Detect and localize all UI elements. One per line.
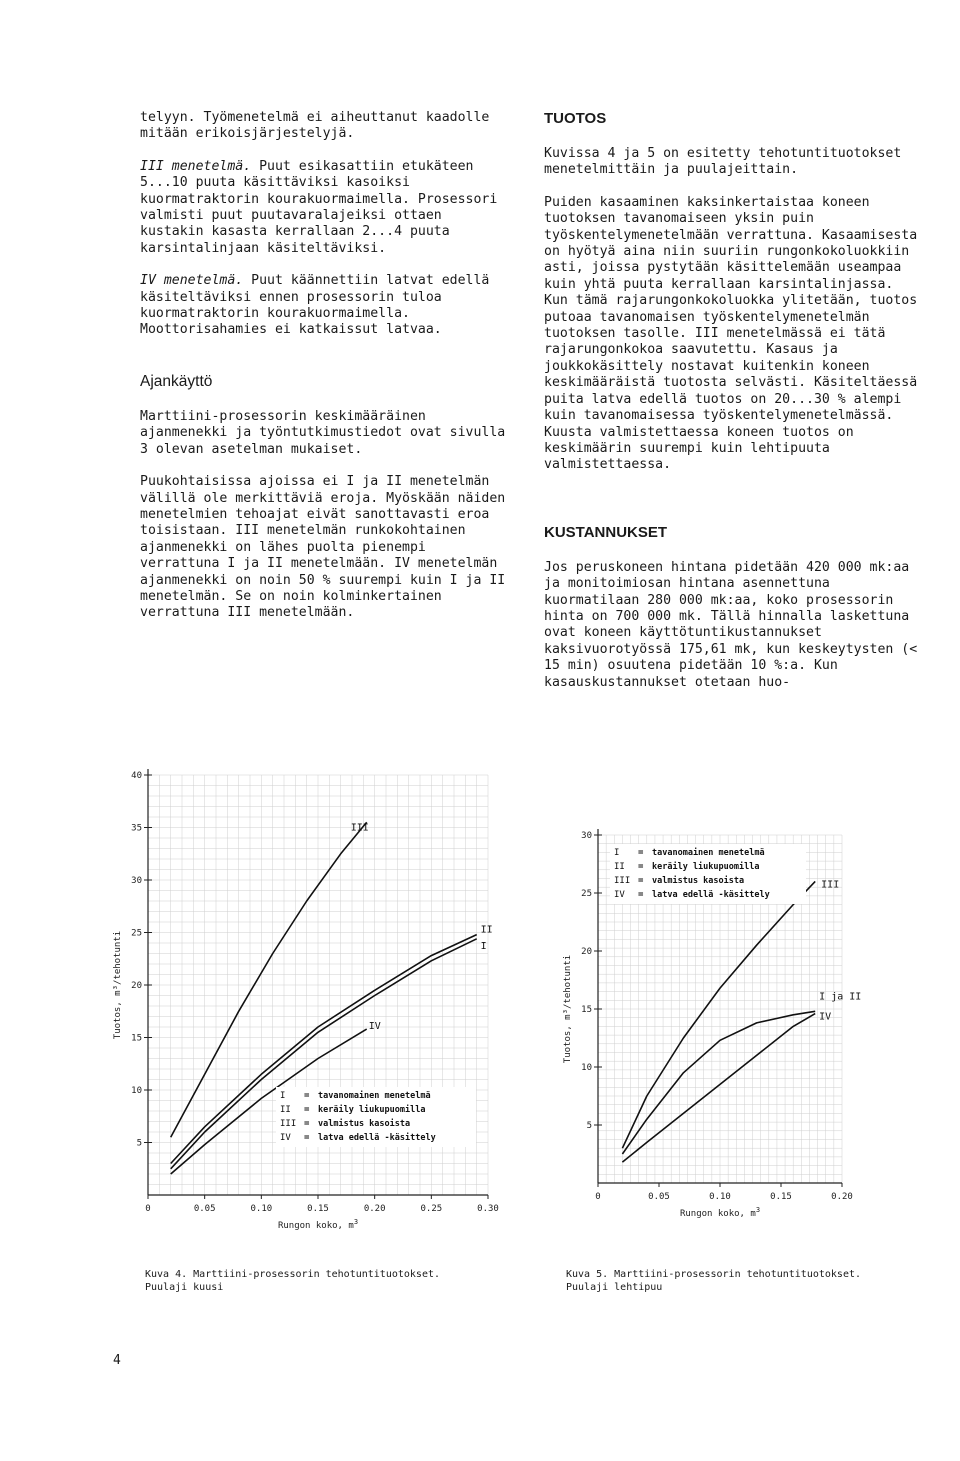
legend-eq: =	[638, 862, 644, 872]
series-label-i: I	[480, 940, 487, 952]
right-paragraph-1: Kuvissa 4 ja 5 on esitetty tehotuntituotokset menetelmittäin ja puulajeittain.	[544, 146, 902, 178]
x-tick-label: 0.05	[193, 1204, 216, 1214]
legend-desc-iv: latva edellä -käsittely	[652, 890, 770, 900]
legend-key-iii: III	[280, 1119, 297, 1129]
legend-eq: =	[304, 1105, 310, 1115]
y-tick-label: 40	[131, 771, 142, 781]
right-paragraph-3: Jos peruskoneen hintana pidetään 420 000 mk:aa ja monitoimiosan hintana asennettuna kuormatilaan 280 000 mk:aa, koko prosessorin hinta on 700 000 mk. Tällä hinnalla laskettuna ovat koneen käyttötuntikustannukset kaksivuorotyössä 175,61 mk, kun keskeytysten (< 15 min) osuutena pidetään 10 %:a. Kun kasauskustannukset otetaan huo-	[544, 559, 918, 690]
series-label-iv: IV	[819, 1011, 832, 1023]
x-axis-label	[278, 1218, 358, 1231]
x-axis-label-superscript: 3	[755, 1206, 761, 1214]
y-tick-label: 15	[581, 1005, 592, 1015]
method-iv-text: Puut käännettiin latvat edellä käsiteltäviksi ennen prosessorin tuloa kuormatraktorin kourakuormaimella. Moottorisahamies ei katkaissut latvaa.	[140, 273, 490, 338]
legend-eq: =	[638, 876, 644, 886]
right-column	[544, 110, 924, 707]
y-tick-label: 5	[136, 1138, 142, 1149]
left-paragraph-5: Puukohtaisissa ajoissa ei I ja II menetelmän välillä ole merkittäviä eroja. Myöskään näiden menetelmien tehoajat eivät sanottavasti eroa toisistaan. III menetelmän runkokohtainen ajanmenekki on lähes puolta pienempi verrattuna I ja II menetelmään. IV menetelmän ajanmenekki on noin 50 % suurempi kuin I ja II menetelmän. Se on noin kolminkertainen verrattuna III menetelmään.	[140, 474, 506, 621]
series-label-iv: IV	[368, 1021, 381, 1033]
x-tick-label: 0.10	[709, 1192, 731, 1202]
x-tick-label: 0.05	[648, 1192, 670, 1202]
legend-eq: =	[638, 890, 644, 900]
y-tick-label: 20	[581, 947, 592, 957]
legend-key-i: I	[280, 1091, 286, 1101]
left-paragraph-4: Marttiini-prosessorin keskimääräinen ajanmenekki ja työntutkimustiedot ovat sivulla 3 olevan asetelman mukaiset.	[140, 408, 506, 457]
figure-4	[100, 760, 510, 1239]
y-axis-label: Tuotos, m³/tehotunti	[563, 954, 573, 1064]
chart-figure-4	[100, 760, 510, 1235]
y-tick-label: 25	[131, 928, 142, 939]
legend-desc-ii: keräily liukupuomilla	[318, 1105, 426, 1115]
page-number: 4	[113, 1353, 121, 1368]
caption-figure-4-line-1: Kuva 4. Marttiini-prosessorin tehotuntituotokset.	[145, 1269, 441, 1280]
x-tick-label: 0.30	[477, 1204, 499, 1214]
legend	[610, 844, 806, 904]
caption-figure-4	[145, 1268, 440, 1294]
y-tick-label: 10	[581, 1063, 592, 1073]
legend-eq: =	[304, 1091, 310, 1101]
figure-5	[550, 825, 880, 1239]
x-tick-label: 0.20	[363, 1204, 386, 1214]
left-paragraph-3	[140, 273, 510, 339]
series-label-iii: III	[821, 879, 840, 891]
legend-eq: =	[304, 1133, 310, 1143]
heading-ajankaytto: Ajankäyttö	[140, 372, 213, 390]
y-tick-label: 5	[586, 1121, 592, 1131]
heading-tuotos: TUOTOS	[544, 110, 607, 127]
method-iii-label: III menetelmä.	[140, 158, 252, 174]
x-axis-label-main: Rungon koko, m	[679, 1209, 756, 1219]
legend-desc-iv: latva edellä -käsittely	[318, 1133, 436, 1143]
legend-desc-iii: valmistus kasoista	[652, 876, 745, 886]
legend-desc-i: tavanomainen menetelmä	[652, 848, 765, 858]
legend-key-i: I	[614, 848, 620, 858]
legend-key-ii: II	[280, 1105, 291, 1115]
legend	[276, 1087, 476, 1147]
chart-figure-5	[550, 825, 880, 1235]
left-paragraph-2	[140, 159, 510, 257]
y-tick-label: 10	[131, 1086, 142, 1096]
heading-kustannukset: KUSTANNUKSET	[544, 523, 668, 541]
series-label-iii: III	[350, 822, 369, 834]
method-iv-label: IV menetelmä.	[140, 273, 244, 289]
legend-key-ii: II	[614, 862, 625, 872]
legend-desc-iii: valmistus kasoista	[318, 1119, 411, 1129]
legend-key-iv: IV	[614, 890, 625, 900]
x-tick-label: 0.20	[831, 1192, 853, 1202]
series-line-iii	[622, 881, 815, 1148]
method-iii-text: Puut esikasattiin etukäteen 5...10 puuta käsittäviksi kasoiksi kuormatraktorin kourakuormaimella. Prosessori valmisti puut puutavaralajeiksi ottaen kustakin kasasta kerrallaan 2...4 puuta karsintalinjaan käsiteltäviksi.	[140, 158, 498, 256]
legend-desc-i: tavanomainen menetelmä	[318, 1091, 431, 1101]
caption-figure-5-line-2: Puulaji lehtipuu	[566, 1282, 663, 1293]
legend-key-iv: IV	[280, 1133, 291, 1143]
x-tick-label: 0.15	[307, 1204, 329, 1214]
legend-eq: =	[638, 848, 644, 858]
caption-figure-4-line-2: Puulaji kuusi	[145, 1282, 224, 1293]
y-tick-label: 25	[581, 889, 592, 899]
legend-key-iii: III	[614, 876, 631, 886]
x-tick-label: 0.15	[770, 1192, 792, 1202]
x-axis-label-superscript: 3	[353, 1218, 359, 1226]
left-column	[140, 110, 510, 638]
x-tick-label: 0	[595, 1192, 601, 1202]
x-tick-label: 0.25	[420, 1204, 443, 1214]
y-tick-label: 30	[131, 876, 142, 886]
legend-desc-ii: keräily liukupuomilla	[652, 862, 760, 872]
caption-figure-5	[566, 1268, 861, 1294]
y-tick-label: 20	[131, 981, 142, 991]
x-tick-label: 0	[145, 1204, 151, 1214]
x-axis-label	[680, 1206, 760, 1219]
left-paragraph-1: telyyn. Työmenetelmä ei aiheuttanut kaadolle mitään erikoisjärjestelyjä.	[140, 110, 490, 142]
y-tick-label: 30	[581, 831, 592, 841]
y-tick-label: 35	[131, 823, 142, 834]
caption-figure-5-line-1: Kuva 5. Marttiini-prosessorin tehotuntituotokset.	[566, 1269, 862, 1280]
series-label-i-ja-ii: I ja II	[819, 991, 862, 1003]
y-tick-label: 15	[131, 1033, 142, 1044]
legend-eq: =	[304, 1119, 310, 1129]
x-axis-label-main: Rungon koko, m	[277, 1221, 354, 1231]
right-paragraph-2: Puiden kasaaminen kaksinkertaistaa koneen tuotoksen tavanomaiseen yksin puin työskentelymenetelmään verrattuna. Kasaamisesta on hyötyä aina niin suuriin rungonkokoluokkiin asti, joissa pystytään käsittelemään useampaa kuin yhtä puuta kerrallaan karsintalinjassa. Kun tämä rajarungonkokoluokka ylitetään, tuotos putoaa tavanomaisen työskentelymenetelmän tuotoksen tasolle. III menetelmässä ei tätä rajarungonkokoa saavutettu. Kasaus ja joukkokäsittely nostavat kuitenkin koneen keskimääräistä tuotosta selvästi. Käsiteltäessä puita latva edellä tuotos on 20...30 % alempi kuin tavanomaisessa työskentelymenetelmässä. Kuusta valmistettaessa koneen tuotos on keskimäärin suurempi kuin lehtipuuta valmistettaessa.	[544, 194, 918, 473]
x-tick-label: 0.10	[250, 1204, 273, 1214]
series-label-ii: II	[480, 924, 493, 936]
y-axis-label: Tuotos, m³/tehotunti	[113, 930, 123, 1040]
